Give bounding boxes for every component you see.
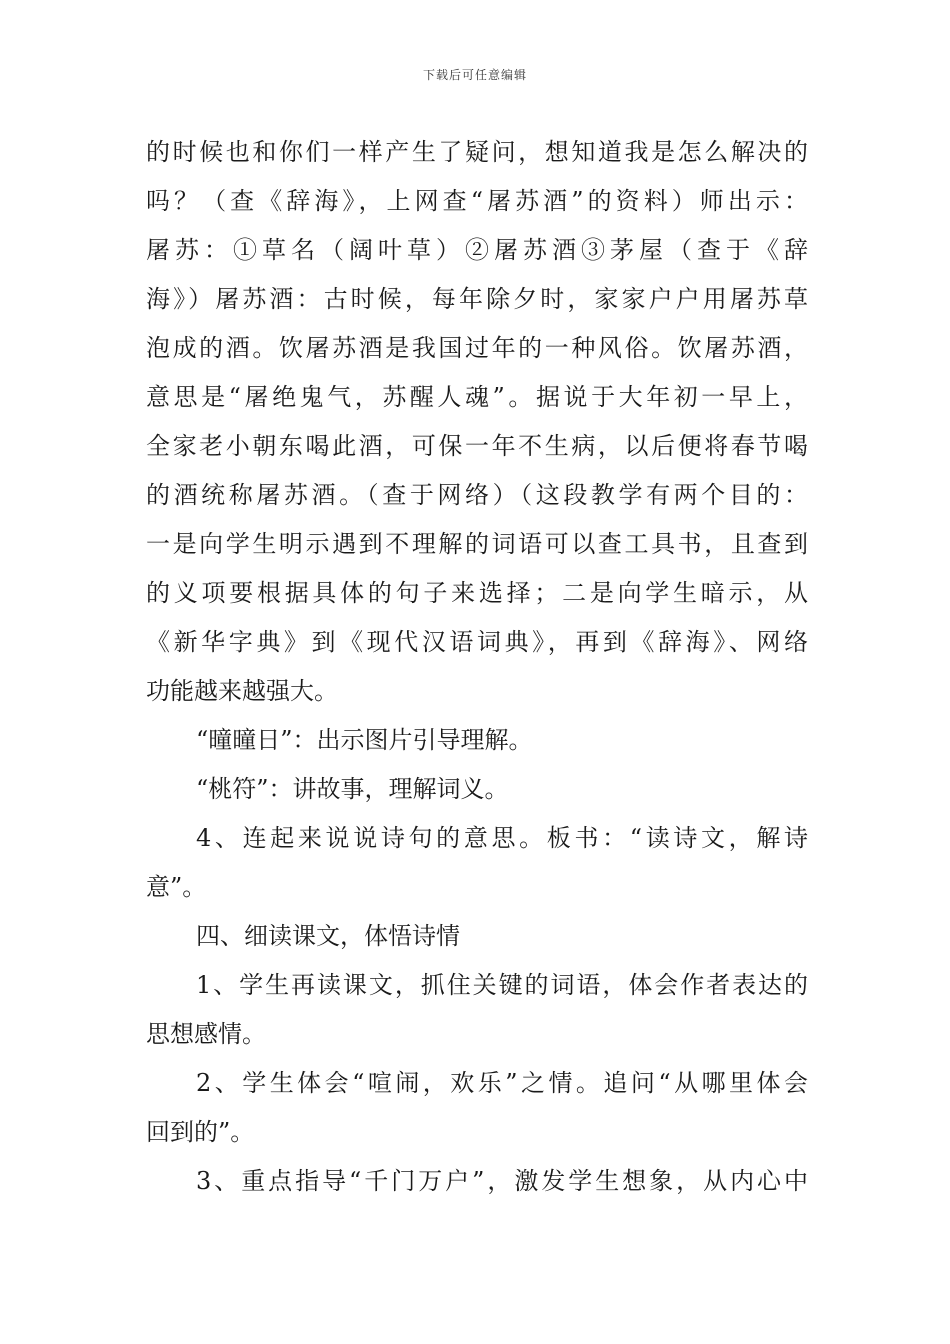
text-line: 屠苏：①草名（阔叶草）②屠苏酒③茅屋（查于《辞	[146, 236, 808, 264]
header-note: 下载后可任意编辑	[422, 68, 527, 82]
text-line: “桃符”：讲故事，理解词义。	[196, 775, 509, 803]
text-line: 海》）屠苏酒：古时候，每年除夕时，家家户户用屠苏草	[146, 285, 808, 313]
text-line: 1、学生再读课文，抓住关键的词语，体会作者表达的	[196, 971, 808, 999]
text-line: 吗？（查《辞海》，上网查“屠苏酒”的资料）师出示：	[146, 187, 808, 215]
text-line: 泡成的酒。饮屠苏酒是我国过年的一种风俗。饮屠苏酒，	[146, 334, 808, 362]
text-line: 的酒统称屠苏酒。（查于网络）（这段教学有两个目的：	[146, 481, 808, 509]
text-line: 意”。	[146, 873, 207, 901]
text-line: 四、细读课文，体悟诗情	[196, 922, 460, 950]
text-line: 意思是“屠绝鬼气，苏醒人魂”。据说于大年初一早上，	[146, 383, 808, 411]
text-line: 回到的”。	[146, 1118, 255, 1146]
text-line: 的义项要根据具体的句子来选择；二是向学生暗示，从	[146, 579, 808, 607]
text-line: 思想感情。	[146, 1020, 266, 1048]
text-line: 的时候也和你们一样产生了疑问，想知道我是怎么解决的	[146, 138, 808, 166]
text-line: “曈曈日”：出示图片引导理解。	[196, 726, 533, 754]
text-line: 2、学生体会“喧闹，欢乐”之情。追问“从哪里体会	[196, 1069, 808, 1097]
text-line: 一是向学生明示遇到不理解的词语可以查工具书，且查到	[146, 530, 808, 558]
text-line: 《新华字典》到《现代汉语词典》，再到《辞海》、网络	[146, 628, 808, 656]
text-line: 3、重点指导“千门万户”，激发学生想象，从内心中	[196, 1167, 808, 1195]
text-line: 4、连起来说说诗句的意思。板书：“读诗文，解诗	[196, 824, 808, 852]
text-line: 全家老小朝东喝此酒，可保一年不生病，以后便将春节喝	[146, 432, 808, 460]
body-text	[146, 128, 808, 1206]
text-line: 功能越来越强大。	[146, 677, 338, 705]
